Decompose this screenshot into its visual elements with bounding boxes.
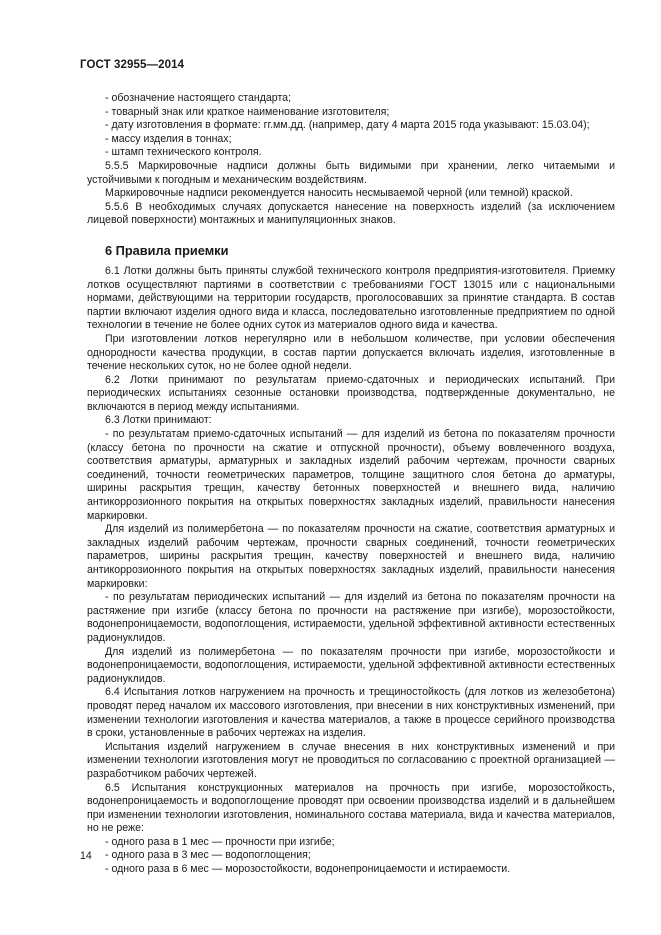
list-item: - массу изделия в тоннах; (105, 132, 232, 145)
paragraph: 6.5 Испытания конструкционных материалов на прочность при изгибе, морозостойкость, водонепроницаемость и водопоглощение проводят при освоении производства изделий и в дальнейшем при изменении технологии изготовления, номинального состава материала, вида и качества материалов, но не реже: (87, 781, 615, 835)
paragraph: Испытания изделий нагружением в случае внесения в них конструктивных изменений и при изменении технологии изготовления могут не проводиться по согласованию с проектной организацией — разработчиком рабочих чертежей. (87, 740, 615, 780)
document-code-header: ГОСТ 32955—2014 (80, 59, 185, 71)
paragraph: 5.5.6 В необходимых случаях допускается нанесение на поверхность изделий (за исключением лицевой поверхности) монтажных и манипуляционных знаков. (87, 200, 615, 227)
list-item: - по результатам периодических испытаний — для изделий из бетона по показателям прочности на растяжение при изгибе (классу бетона по прочности на растяжение при изгибе), морозостойкости, водонепроницаемости, водопоглощения, истираемости, удельной эффективной активности естественных радионуклидов. (87, 591, 615, 644)
paragraph: При изготовлении лотков нерегулярно или в небольшом количестве, при условии обеспечения однородности качества продукции, в состав партии допускается включать изделия, изготовленные в течение нескольких суток, но не более одной недели. (87, 332, 615, 373)
list-item: - товарный знак или краткое наименование изготовителя; (105, 105, 390, 118)
paragraph: Маркировочные надписи рекомендуется наносить несмываемой черной (или темной) краской. (105, 187, 573, 200)
list-item: - одного раза в 1 мес — прочности при изгибе; (105, 835, 335, 848)
list-item: - обозначение настоящего стандарта; (105, 92, 292, 104)
page-number: 14 (80, 850, 92, 862)
list-item: - штамп технического контроля. (105, 146, 262, 159)
list-item: - по результатам приемо-сдаточных испытаний — для изделий из бетона по показателям прочности (классу бетона по прочности на сжатие и отпускной прочности), объему вовлеченного воздуха, соответствия арматуры, арматурных и закладных изделий рабочим чертежам, прочности сварных соединений, точности геометрических параметров, толщине защитного слоя бетона до арматуры, ширины раскрытия трещин, качеству бетонных поверхностей и внешнего вида, наличию антикоррозионного покрытия на открытых поверхностях закладных изделий, правильности нанесения маркировки. (87, 428, 615, 522)
paragraph: 6.3 Лотки принимают: (105, 414, 212, 427)
section-heading: 6 Правила приемки (105, 242, 229, 258)
paragraph: Для изделий из полимербетона — по показателям прочности при изгибе, морозостойкости и водонепроницаемости, водопоглощения, истираемости, удельной эффективной активности естественных радионуклидов. (87, 645, 615, 685)
list-item: - одного раза в 6 мес — морозостойкости, водонепроницаемости и истираемости. (105, 863, 511, 876)
list-item: - одного раза в 3 мес — водопоглощения; (105, 849, 311, 862)
paragraph: 6.4 Испытания лотков нагружением на прочность и трещиностойкость (для лотков из железобетона) проводят перед началом их массового изготовления, при внесении в них конструктивных изменений, при изменении технологии изготовления и качества материалов, а также в процессе серийного производства в сроки, установленные в рабочих чертежах на изделия. (87, 686, 615, 740)
document-body (87, 92, 615, 877)
paragraph: Для изделий из полимербетона — по показателям прочности на сжатие, соответствия арматурных и закладных изделий рабочим чертежам, прочности сварных соединений, точности геометрических параметров, ширины раскрытия трещин, качеству поверхностей и внешнего вида, наличию антикоррозионного покрытия на открытых поверхностях закладных изделий, правильности нанесения маркировки: (87, 523, 615, 590)
paragraph: 6.1 Лотки должны быть приняты службой технического контроля предприятия-изготовителя. Приемку лотков осуществляют партиями в соответствии с требованиями ГОСТ 13015 или с национальными нормами, действующими на территории государств, проголосовавших за принятие стандарта. В состав партии включают изделия одного вида и класса, последовательно изготовленные предприятием по одной технологии в течение не более одних суток из материалов одного вида и качества. (87, 264, 615, 332)
paragraph: 5.5.5 Маркировочные надписи должны быть видимыми при хранении, легко читаемыми и устойчивыми к погодным и механическим воздействиям. (87, 159, 615, 186)
paragraph: 6.2 Лотки принимают по результатам приемо-сдаточных и периодических испытаний. При периодических испытаниях сезонные остановки производства, подтвержденные документально, не включаются в период между испытаниями. (87, 373, 615, 413)
list-item: - дату изготовления в формате: гг.мм.дд. (например, дату 4 марта 2015 года указывают: 15.03.04); (105, 119, 590, 132)
